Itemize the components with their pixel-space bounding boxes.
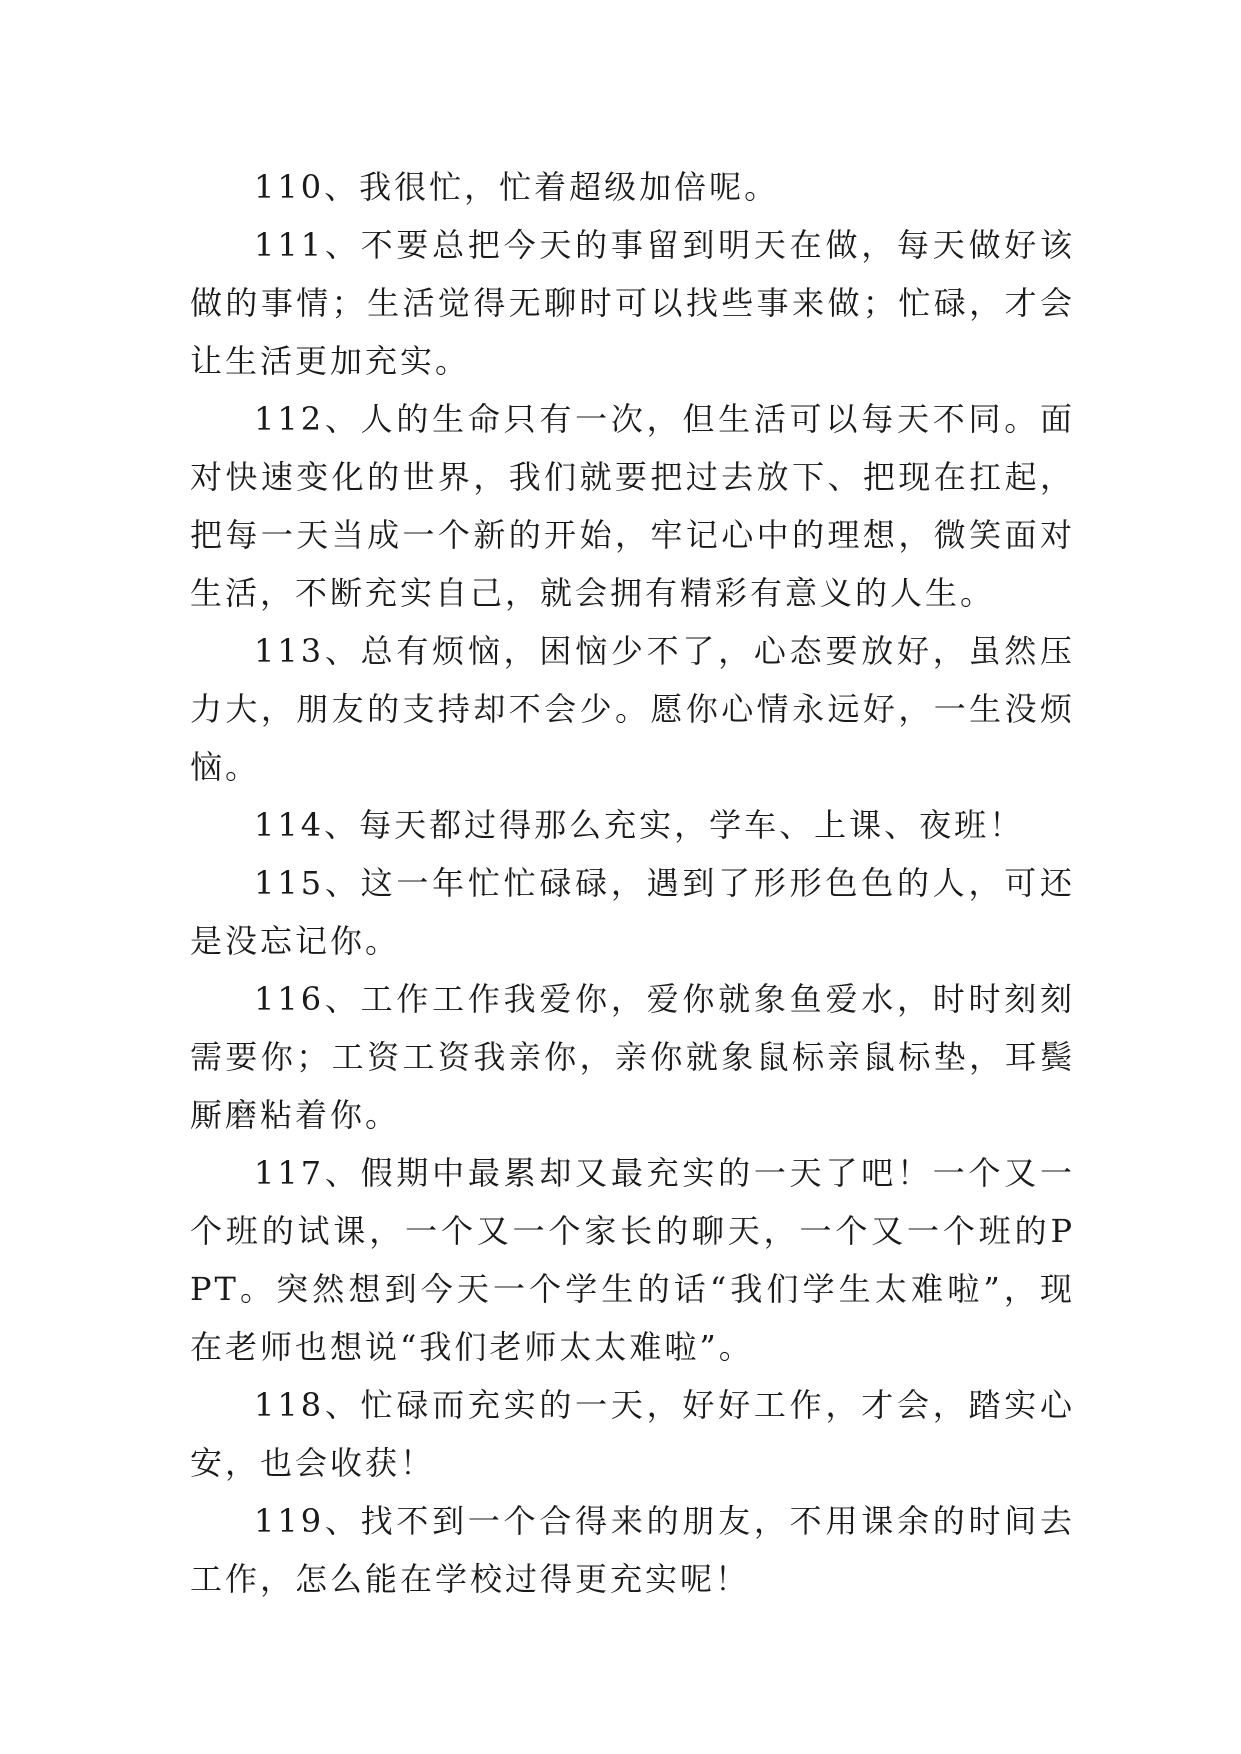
paragraph-110: 110、我很忙，忙着超级加倍呢。 xyxy=(254,168,780,206)
paragraph-114: 114、每天都过得那么充实，学车、上课、夜班！ xyxy=(254,806,1025,844)
paragraph-112: 112、人的生命只有一次，但生活可以每天不同。面对快速变化的世界，我们就要把过去放下、把现在扛起，把每一天当成一个新的开始，牢记心中的理想，微笑面对生活，不断充实自己，就会拥有精彩有意义的人生。 xyxy=(190,400,1075,612)
paragraph-116: 116、工作工作我爱你，爱你就象鱼爱水，时时刻刻需要你；工资工资我亲你，亲你就象鼠标亲鼠标垫，耳鬓厮磨粘着你。 xyxy=(190,980,1075,1134)
paragraph-117: 117、假期中最累却又最充实的一天了吧！一个又一个班的试课，一个又一个家长的聊天，一个又一个班的PPT。突然想到今天一个学生的话“我们学生太难啦”，现在老师也想说“我们老师太太难啦”。 xyxy=(190,1154,1075,1366)
paragraph-118: 118、忙碌而充实的一天，好好工作，才会，踏实心安，也会收获！ xyxy=(190,1386,1075,1482)
paragraph-111: 111、不要总把今天的事留到明天在做，每天做好该做的事情；生活觉得无聊时可以找些事来做；忙碌，才会让生活更加充实。 xyxy=(190,226,1075,380)
paragraph-119: 119、找不到一个合得来的朋友，不用课余的时间去工作，怎么能在学校过得更充实呢！ xyxy=(190,1502,1075,1598)
paragraph-113: 113、总有烦恼，困恼少不了，心态要放好，虽然压力大，朋友的支持却不会少。愿你心情永远好，一生没烦恼。 xyxy=(190,632,1075,786)
paragraph-115: 115、这一年忙忙碌碌，遇到了形形色色的人，可还是没忘记你。 xyxy=(190,864,1075,960)
document-body xyxy=(190,158,1075,1608)
